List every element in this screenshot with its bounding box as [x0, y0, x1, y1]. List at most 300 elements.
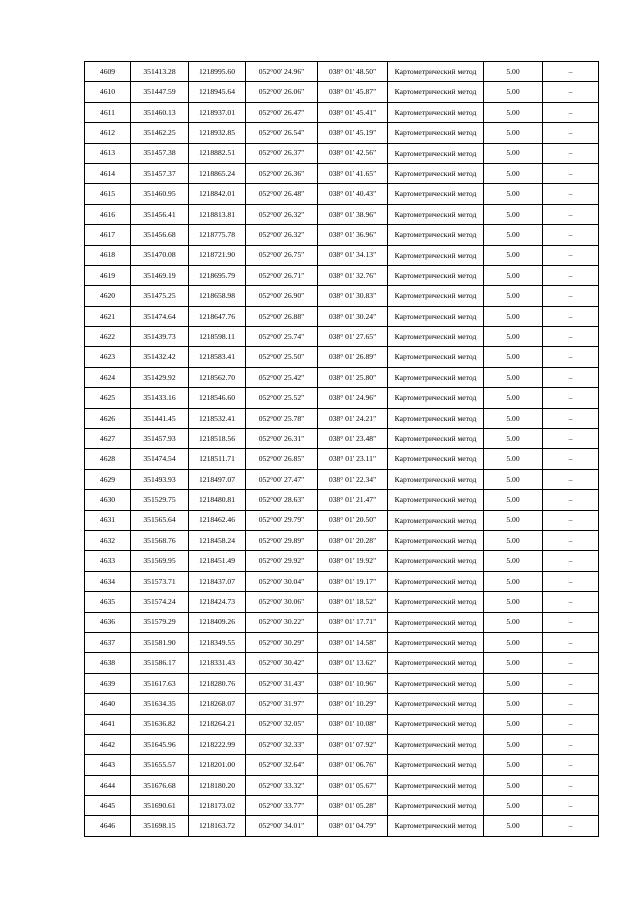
latitude-cell: 052°00' 31.97"	[246, 694, 318, 714]
x-coordinate-cell: 351573.71	[131, 571, 189, 591]
point-number-cell: 4630	[85, 490, 131, 510]
precision-cell: 5.00	[484, 245, 543, 265]
empty-value-cell: –	[543, 163, 599, 183]
table-row	[85, 225, 599, 245]
latitude-cell: 052°00' 26.32"	[246, 204, 318, 224]
latitude-cell: 052°00' 26.36"	[246, 163, 318, 183]
longitude-cell: 038° 01' 20.50"	[318, 510, 388, 530]
x-coordinate-cell: 351432.42	[131, 347, 189, 367]
point-number-cell: 4609	[85, 62, 131, 82]
empty-value-cell: –	[543, 306, 599, 326]
table-row	[85, 286, 599, 306]
method-cell: Картометрический метод	[388, 449, 484, 469]
method-cell: Картометрический метод	[388, 388, 484, 408]
precision-cell: 5.00	[484, 62, 543, 82]
precision-cell: 5.00	[484, 204, 543, 224]
point-number-cell: 4614	[85, 163, 131, 183]
x-coordinate-cell: 351456.41	[131, 204, 189, 224]
longitude-cell: 038° 01' 13.62"	[318, 653, 388, 673]
point-number-cell: 4616	[85, 204, 131, 224]
latitude-cell: 052°00' 34.01"	[246, 816, 318, 836]
empty-value-cell: –	[543, 102, 599, 122]
method-cell: Картометрический метод	[388, 490, 484, 510]
precision-cell: 5.00	[484, 653, 543, 673]
table-row	[85, 694, 599, 714]
method-cell: Картометрический метод	[388, 714, 484, 734]
y-coordinate-cell: 1218511.71	[189, 449, 246, 469]
table-row	[85, 571, 599, 591]
empty-value-cell: –	[543, 123, 599, 143]
latitude-cell: 052°00' 27.47"	[246, 469, 318, 489]
longitude-cell: 038° 01' 48.50"	[318, 62, 388, 82]
y-coordinate-cell: 1218775.78	[189, 225, 246, 245]
longitude-cell: 038° 01' 24.96"	[318, 388, 388, 408]
latitude-cell: 052°00' 26.71"	[246, 265, 318, 285]
precision-cell: 5.00	[484, 184, 543, 204]
x-coordinate-cell: 351413.28	[131, 62, 189, 82]
x-coordinate-cell: 351447.59	[131, 82, 189, 102]
latitude-cell: 052°00' 26.48"	[246, 184, 318, 204]
y-coordinate-cell: 1218658.98	[189, 286, 246, 306]
longitude-cell: 038° 01' 21.47"	[318, 490, 388, 510]
table-row	[85, 714, 599, 734]
x-coordinate-cell: 351581.90	[131, 632, 189, 652]
point-number-cell: 4638	[85, 653, 131, 673]
latitude-cell: 052°00' 26.37"	[246, 143, 318, 163]
point-number-cell: 4619	[85, 265, 131, 285]
longitude-cell: 038° 01' 14.58"	[318, 632, 388, 652]
empty-value-cell: –	[543, 816, 599, 836]
latitude-cell: 052°00' 26.90"	[246, 286, 318, 306]
y-coordinate-cell: 1218264.21	[189, 714, 246, 734]
empty-value-cell: –	[543, 62, 599, 82]
longitude-cell: 038° 01' 04.79"	[318, 816, 388, 836]
point-number-cell: 4624	[85, 367, 131, 387]
empty-value-cell: –	[543, 612, 599, 632]
method-cell: Картометрический метод	[388, 592, 484, 612]
x-coordinate-cell: 351462.25	[131, 123, 189, 143]
y-coordinate-cell: 1218562.70	[189, 367, 246, 387]
latitude-cell: 052°00' 26.88"	[246, 306, 318, 326]
precision-cell: 5.00	[484, 592, 543, 612]
point-number-cell: 4643	[85, 755, 131, 775]
longitude-cell: 038° 01' 22.34"	[318, 469, 388, 489]
table-row	[85, 449, 599, 469]
table-row	[85, 796, 599, 816]
method-cell: Картометрический метод	[388, 286, 484, 306]
precision-cell: 5.00	[484, 510, 543, 530]
empty-value-cell: –	[543, 286, 599, 306]
latitude-cell: 052°00' 30.06"	[246, 592, 318, 612]
latitude-cell: 052°00' 30.22"	[246, 612, 318, 632]
point-number-cell: 4611	[85, 102, 131, 122]
method-cell: Картометрический метод	[388, 816, 484, 836]
table-row	[85, 184, 599, 204]
y-coordinate-cell: 1218180.20	[189, 775, 246, 795]
method-cell: Картометрический метод	[388, 694, 484, 714]
y-coordinate-cell: 1218349.55	[189, 632, 246, 652]
latitude-cell: 052°00' 26.31"	[246, 429, 318, 449]
x-coordinate-cell: 351457.93	[131, 429, 189, 449]
point-number-cell: 4636	[85, 612, 131, 632]
table-row	[85, 388, 599, 408]
method-cell: Картометрический метод	[388, 612, 484, 632]
latitude-cell: 052°00' 25.42"	[246, 367, 318, 387]
longitude-cell: 038° 01' 40.43"	[318, 184, 388, 204]
method-cell: Картометрический метод	[388, 306, 484, 326]
empty-value-cell: –	[543, 367, 599, 387]
point-number-cell: 4635	[85, 592, 131, 612]
y-coordinate-cell: 1218480.81	[189, 490, 246, 510]
x-coordinate-cell: 351457.37	[131, 163, 189, 183]
method-cell: Картометрический метод	[388, 734, 484, 754]
precision-cell: 5.00	[484, 612, 543, 632]
longitude-cell: 038° 01' 38.96"	[318, 204, 388, 224]
y-coordinate-cell: 1218280.76	[189, 673, 246, 693]
latitude-cell: 052°00' 26.85"	[246, 449, 318, 469]
precision-cell: 5.00	[484, 714, 543, 734]
method-cell: Картометрический метод	[388, 551, 484, 571]
method-cell: Картометрический метод	[388, 653, 484, 673]
point-number-cell: 4632	[85, 530, 131, 550]
precision-cell: 5.00	[484, 265, 543, 285]
longitude-cell: 038° 01' 30.83"	[318, 286, 388, 306]
longitude-cell: 038° 01' 19.92"	[318, 551, 388, 571]
empty-value-cell: –	[543, 734, 599, 754]
precision-cell: 5.00	[484, 694, 543, 714]
x-coordinate-cell: 351474.54	[131, 449, 189, 469]
y-coordinate-cell: 1218409.26	[189, 612, 246, 632]
longitude-cell: 038° 01' 07.92"	[318, 734, 388, 754]
point-number-cell: 4613	[85, 143, 131, 163]
table-row	[85, 102, 599, 122]
latitude-cell: 052°00' 32.05"	[246, 714, 318, 734]
longitude-cell: 038° 01' 30.24"	[318, 306, 388, 326]
x-coordinate-cell: 351569.95	[131, 551, 189, 571]
y-coordinate-cell: 1218721.90	[189, 245, 246, 265]
precision-cell: 5.00	[484, 388, 543, 408]
point-number-cell: 4628	[85, 449, 131, 469]
latitude-cell: 052°00' 29.92"	[246, 551, 318, 571]
method-cell: Картометрический метод	[388, 82, 484, 102]
y-coordinate-cell: 1218865.24	[189, 163, 246, 183]
empty-value-cell: –	[543, 143, 599, 163]
table-row	[85, 327, 599, 347]
precision-cell: 5.00	[484, 102, 543, 122]
method-cell: Картометрический метод	[388, 102, 484, 122]
y-coordinate-cell: 1218842.01	[189, 184, 246, 204]
point-number-cell: 4618	[85, 245, 131, 265]
longitude-cell: 038° 01' 26.89"	[318, 347, 388, 367]
x-coordinate-cell: 351469.19	[131, 265, 189, 285]
method-cell: Картометрический метод	[388, 571, 484, 591]
empty-value-cell: –	[543, 327, 599, 347]
method-cell: Картометрический метод	[388, 469, 484, 489]
x-coordinate-cell: 351439.73	[131, 327, 189, 347]
y-coordinate-cell: 1218882.51	[189, 143, 246, 163]
point-number-cell: 4620	[85, 286, 131, 306]
y-coordinate-cell: 1218424.73	[189, 592, 246, 612]
y-coordinate-cell: 1218437.07	[189, 571, 246, 591]
longitude-cell: 038° 01' 10.08"	[318, 714, 388, 734]
longitude-cell: 038° 01' 36.96"	[318, 225, 388, 245]
point-number-cell: 4610	[85, 82, 131, 102]
point-number-cell: 4626	[85, 408, 131, 428]
point-number-cell: 4644	[85, 775, 131, 795]
point-number-cell: 4615	[85, 184, 131, 204]
x-coordinate-cell: 351645.96	[131, 734, 189, 754]
empty-value-cell: –	[543, 490, 599, 510]
empty-value-cell: –	[543, 388, 599, 408]
point-number-cell: 4629	[85, 469, 131, 489]
x-coordinate-cell: 351565.64	[131, 510, 189, 530]
y-coordinate-cell: 1218546.60	[189, 388, 246, 408]
method-cell: Картометрический метод	[388, 245, 484, 265]
precision-cell: 5.00	[484, 163, 543, 183]
x-coordinate-cell: 351475.25	[131, 286, 189, 306]
table-row	[85, 163, 599, 183]
precision-cell: 5.00	[484, 143, 543, 163]
table-row	[85, 653, 599, 673]
y-coordinate-cell: 1218201.00	[189, 755, 246, 775]
table-row	[85, 592, 599, 612]
precision-cell: 5.00	[484, 306, 543, 326]
latitude-cell: 052°00' 26.54"	[246, 123, 318, 143]
method-cell: Картометрический метод	[388, 327, 484, 347]
method-cell: Картометрический метод	[388, 755, 484, 775]
empty-value-cell: –	[543, 530, 599, 550]
empty-value-cell: –	[543, 510, 599, 530]
longitude-cell: 038° 01' 05.67"	[318, 775, 388, 795]
table-row	[85, 490, 599, 510]
longitude-cell: 038° 01' 45.87"	[318, 82, 388, 102]
y-coordinate-cell: 1218932.85	[189, 123, 246, 143]
y-coordinate-cell: 1218695.79	[189, 265, 246, 285]
method-cell: Картометрический метод	[388, 123, 484, 143]
precision-cell: 5.00	[484, 327, 543, 347]
precision-cell: 5.00	[484, 408, 543, 428]
x-coordinate-cell: 351460.95	[131, 184, 189, 204]
y-coordinate-cell: 1218583.41	[189, 347, 246, 367]
latitude-cell: 052°00' 26.75"	[246, 245, 318, 265]
y-coordinate-cell: 1218451.49	[189, 551, 246, 571]
longitude-cell: 038° 01' 45.19"	[318, 123, 388, 143]
point-number-cell: 4645	[85, 796, 131, 816]
empty-value-cell: –	[543, 184, 599, 204]
empty-value-cell: –	[543, 449, 599, 469]
empty-value-cell: –	[543, 673, 599, 693]
longitude-cell: 038° 01' 42.56"	[318, 143, 388, 163]
y-coordinate-cell: 1218937.01	[189, 102, 246, 122]
point-number-cell: 4646	[85, 816, 131, 836]
x-coordinate-cell: 351529.75	[131, 490, 189, 510]
x-coordinate-cell: 351493.93	[131, 469, 189, 489]
x-coordinate-cell: 351568.76	[131, 530, 189, 550]
precision-cell: 5.00	[484, 347, 543, 367]
point-number-cell: 4623	[85, 347, 131, 367]
precision-cell: 5.00	[484, 449, 543, 469]
empty-value-cell: –	[543, 796, 599, 816]
x-coordinate-cell: 351474.64	[131, 306, 189, 326]
table-row	[85, 265, 599, 285]
latitude-cell: 052°00' 29.89"	[246, 530, 318, 550]
empty-value-cell: –	[543, 429, 599, 449]
table-row	[85, 632, 599, 652]
table-row	[85, 469, 599, 489]
point-number-cell: 4621	[85, 306, 131, 326]
x-coordinate-cell: 351460.13	[131, 102, 189, 122]
x-coordinate-cell: 351579.29	[131, 612, 189, 632]
empty-value-cell: –	[543, 653, 599, 673]
empty-value-cell: –	[543, 204, 599, 224]
y-coordinate-cell: 1218813.81	[189, 204, 246, 224]
x-coordinate-cell: 351655.57	[131, 755, 189, 775]
latitude-cell: 052°00' 25.78"	[246, 408, 318, 428]
precision-cell: 5.00	[484, 734, 543, 754]
latitude-cell: 052°00' 32.33"	[246, 734, 318, 754]
latitude-cell: 052°00' 26.47"	[246, 102, 318, 122]
x-coordinate-cell: 351470.08	[131, 245, 189, 265]
point-number-cell: 4617	[85, 225, 131, 245]
x-coordinate-cell: 351690.61	[131, 796, 189, 816]
table-row	[85, 82, 599, 102]
longitude-cell: 038° 01' 23.11"	[318, 449, 388, 469]
y-coordinate-cell: 1218995.60	[189, 62, 246, 82]
x-coordinate-cell: 351698.15	[131, 816, 189, 836]
x-coordinate-cell: 351574.24	[131, 592, 189, 612]
method-cell: Картометрический метод	[388, 673, 484, 693]
coordinates-table	[84, 61, 599, 837]
latitude-cell: 052°00' 31.43"	[246, 673, 318, 693]
precision-cell: 5.00	[484, 796, 543, 816]
empty-value-cell: –	[543, 775, 599, 795]
empty-value-cell: –	[543, 225, 599, 245]
longitude-cell: 038° 01' 25.80"	[318, 367, 388, 387]
y-coordinate-cell: 1218518.56	[189, 429, 246, 449]
precision-cell: 5.00	[484, 469, 543, 489]
method-cell: Картометрический метод	[388, 408, 484, 428]
precision-cell: 5.00	[484, 816, 543, 836]
method-cell: Картометрический метод	[388, 429, 484, 449]
y-coordinate-cell: 1218331.43	[189, 653, 246, 673]
latitude-cell: 052°00' 26.06"	[246, 82, 318, 102]
method-cell: Картометрический метод	[388, 225, 484, 245]
table-row	[85, 816, 599, 836]
table-row	[85, 245, 599, 265]
table-row	[85, 551, 599, 571]
longitude-cell: 038° 01' 20.28"	[318, 530, 388, 550]
table-row	[85, 612, 599, 632]
longitude-cell: 038° 01' 23.48"	[318, 429, 388, 449]
method-cell: Картометрический метод	[388, 530, 484, 550]
y-coordinate-cell: 1218647.76	[189, 306, 246, 326]
longitude-cell: 038° 01' 41.65"	[318, 163, 388, 183]
empty-value-cell: –	[543, 82, 599, 102]
latitude-cell: 052°00' 29.79"	[246, 510, 318, 530]
method-cell: Картометрический метод	[388, 143, 484, 163]
precision-cell: 5.00	[484, 123, 543, 143]
latitude-cell: 052°00' 28.63"	[246, 490, 318, 510]
method-cell: Картометрический метод	[388, 775, 484, 795]
x-coordinate-cell: 351634.35	[131, 694, 189, 714]
precision-cell: 5.00	[484, 286, 543, 306]
latitude-cell: 052°00' 33.77"	[246, 796, 318, 816]
empty-value-cell: –	[543, 571, 599, 591]
precision-cell: 5.00	[484, 429, 543, 449]
empty-value-cell: –	[543, 469, 599, 489]
longitude-cell: 038° 01' 10.29"	[318, 694, 388, 714]
method-cell: Картометрический метод	[388, 796, 484, 816]
x-coordinate-cell: 351586.17	[131, 653, 189, 673]
longitude-cell: 038° 01' 19.17"	[318, 571, 388, 591]
precision-cell: 5.00	[484, 225, 543, 245]
y-coordinate-cell: 1218222.99	[189, 734, 246, 754]
longitude-cell: 038° 01' 32.76"	[318, 265, 388, 285]
point-number-cell: 4612	[85, 123, 131, 143]
latitude-cell: 052°00' 30.42"	[246, 653, 318, 673]
empty-value-cell: –	[543, 632, 599, 652]
empty-value-cell: –	[543, 592, 599, 612]
x-coordinate-cell: 351441.45	[131, 408, 189, 428]
empty-value-cell: –	[543, 347, 599, 367]
table-row	[85, 510, 599, 530]
table-row	[85, 347, 599, 367]
point-number-cell: 4634	[85, 571, 131, 591]
method-cell: Картометрический метод	[388, 367, 484, 387]
precision-cell: 5.00	[484, 82, 543, 102]
method-cell: Картометрический метод	[388, 184, 484, 204]
empty-value-cell: –	[543, 551, 599, 571]
longitude-cell: 038° 01' 27.65"	[318, 327, 388, 347]
table-row	[85, 306, 599, 326]
point-number-cell: 4622	[85, 327, 131, 347]
latitude-cell: 052°00' 26.32"	[246, 225, 318, 245]
empty-value-cell: –	[543, 245, 599, 265]
longitude-cell: 038° 01' 18.52"	[318, 592, 388, 612]
y-coordinate-cell: 1218268.07	[189, 694, 246, 714]
point-number-cell: 4641	[85, 714, 131, 734]
latitude-cell: 052°00' 33.32"	[246, 775, 318, 795]
precision-cell: 5.00	[484, 632, 543, 652]
table-row	[85, 775, 599, 795]
table-row	[85, 734, 599, 754]
table-row	[85, 123, 599, 143]
table-row	[85, 755, 599, 775]
point-number-cell: 4625	[85, 388, 131, 408]
point-number-cell: 4631	[85, 510, 131, 530]
y-coordinate-cell: 1218497.07	[189, 469, 246, 489]
point-number-cell: 4627	[85, 429, 131, 449]
table-row	[85, 62, 599, 82]
latitude-cell: 052°00' 24.96"	[246, 62, 318, 82]
longitude-cell: 038° 01' 05.28"	[318, 796, 388, 816]
point-number-cell: 4639	[85, 673, 131, 693]
empty-value-cell: –	[543, 714, 599, 734]
longitude-cell: 038° 01' 45.41"	[318, 102, 388, 122]
method-cell: Картометрический метод	[388, 632, 484, 652]
table-row	[85, 204, 599, 224]
longitude-cell: 038° 01' 24.21"	[318, 408, 388, 428]
table-row	[85, 143, 599, 163]
precision-cell: 5.00	[484, 367, 543, 387]
y-coordinate-cell: 1218458.24	[189, 530, 246, 550]
method-cell: Картометрический метод	[388, 510, 484, 530]
table-row	[85, 673, 599, 693]
precision-cell: 5.00	[484, 571, 543, 591]
longitude-cell: 038° 01' 06.76"	[318, 755, 388, 775]
table-row	[85, 408, 599, 428]
point-number-cell: 4640	[85, 694, 131, 714]
